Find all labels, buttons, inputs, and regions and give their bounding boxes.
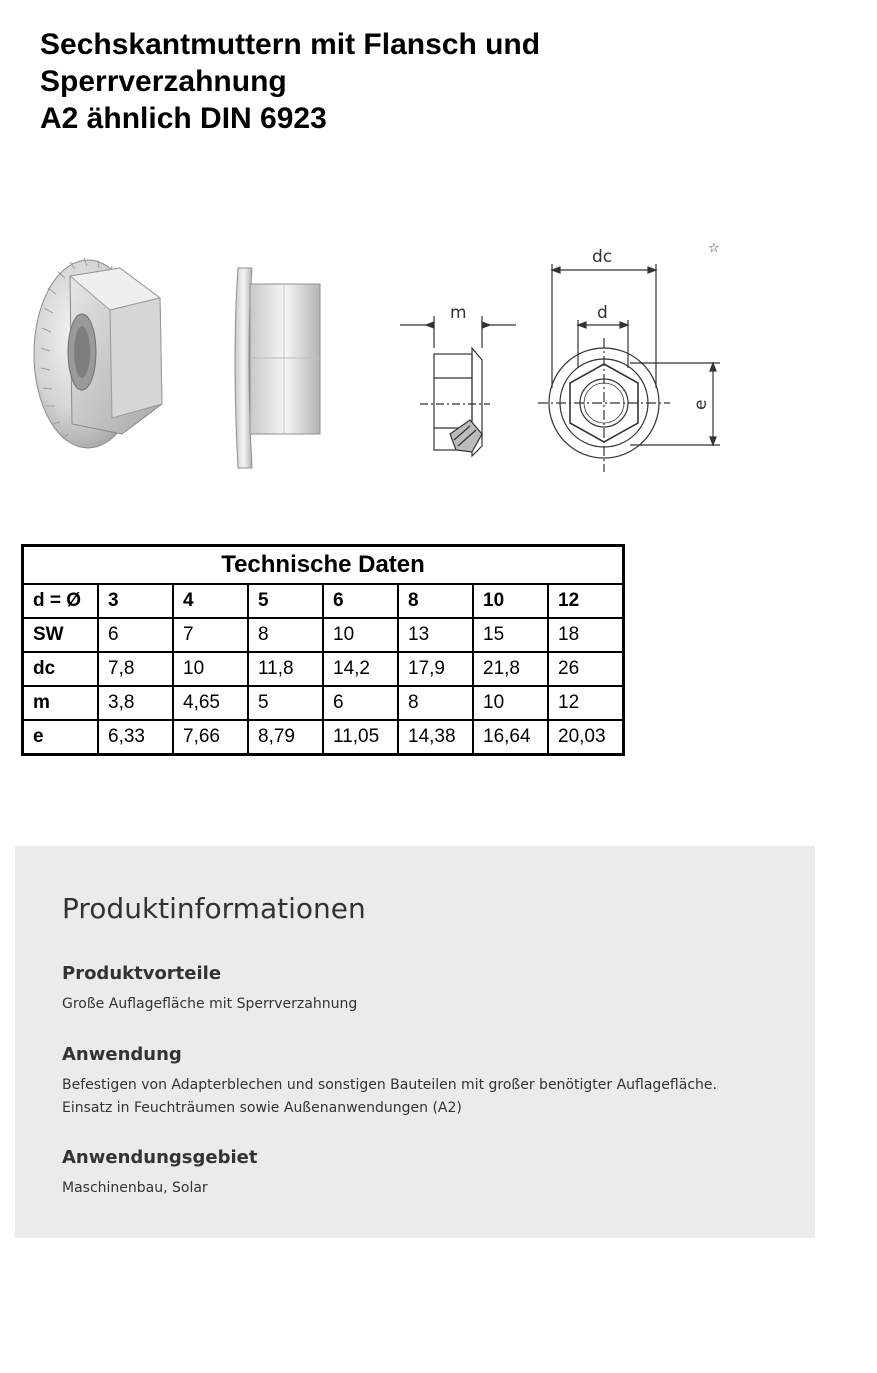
table-cell: 3,8 — [98, 686, 173, 720]
section-text-anwendung-line-1: Befestigen von Adapterblechen und sonstigen Bauteilen mit großer benötigter Auflagefläche. — [62, 1077, 717, 1093]
table-cell: 21,8 — [473, 652, 548, 686]
table-row — [23, 584, 624, 618]
table-cell: 12 — [548, 686, 624, 720]
table-cell: 10 — [323, 618, 398, 652]
table-cell: 8 — [398, 584, 473, 618]
table-cell: 10 — [473, 584, 548, 618]
row-label: SW — [23, 618, 99, 652]
table-cell: 18 — [548, 618, 624, 652]
row-label: d = Ø — [23, 584, 99, 618]
table-cell: 10 — [173, 652, 248, 686]
title-line-2: Sperrverzahnung — [40, 65, 287, 98]
title-line-1: Sechskantmuttern mit Flansch und — [40, 28, 541, 61]
star-icon: ☆ — [708, 241, 720, 256]
title-line-3: A2 ähnlich DIN 6923 — [40, 102, 327, 135]
table-cell: 10 — [473, 686, 548, 720]
nut-photo-side — [235, 268, 320, 468]
table-row — [23, 618, 624, 652]
table-cell: 13 — [398, 618, 473, 652]
section-text-produktvorteile: Große Auflagefläche mit Sperrverzahnung — [62, 996, 358, 1012]
section-title-anwendungsgebiet: Anwendungsgebiet — [62, 1147, 258, 1168]
table-cell: 14,2 — [323, 652, 398, 686]
table-cell: 7 — [173, 618, 248, 652]
product-info-panel — [15, 846, 815, 1238]
section-text-anwendungsgebiet: Maschinenbau, Solar — [62, 1180, 208, 1196]
row-label: e — [23, 720, 99, 755]
table-caption: Technische Daten — [23, 546, 624, 585]
table-row — [23, 652, 624, 686]
nut-photo-front — [34, 258, 162, 448]
table-cell: 4,65 — [173, 686, 248, 720]
table-cell: 12 — [548, 584, 624, 618]
table-cell: 8 — [398, 686, 473, 720]
table-cell: 7,66 — [173, 720, 248, 755]
table-cell: 3 — [98, 584, 173, 618]
table-cell: 16,64 — [473, 720, 548, 755]
table-cell: 5 — [248, 686, 323, 720]
section-title-produktvorteile: Produktvorteile — [62, 963, 222, 984]
row-label: m — [23, 686, 99, 720]
table-cell: 17,9 — [398, 652, 473, 686]
table-cell: 8,79 — [248, 720, 323, 755]
technical-drawing-side — [400, 316, 516, 456]
table-cell: 15 — [473, 618, 548, 652]
product-info-heading: Produktinformationen — [62, 892, 366, 925]
row-label: dc — [23, 652, 99, 686]
table-cell: 6 — [323, 584, 398, 618]
table-cell: 8 — [248, 618, 323, 652]
table-cell: 14,38 — [398, 720, 473, 755]
table-cell: 5 — [248, 584, 323, 618]
table-cell: 4 — [173, 584, 248, 618]
technical-drawing-top — [538, 264, 720, 472]
table-cell: 6 — [98, 618, 173, 652]
section-title-anwendung: Anwendung — [62, 1044, 182, 1065]
table-cell: 7,8 — [98, 652, 173, 686]
label-dc: dc — [592, 247, 613, 267]
label-m: m — [450, 303, 467, 323]
label-e: e — [691, 399, 711, 410]
table-row — [23, 720, 624, 755]
table-cell: 20,03 — [548, 720, 624, 755]
technical-data-table — [21, 544, 625, 756]
label-d: d — [597, 303, 608, 323]
table-cell: 26 — [548, 652, 624, 686]
table-cell: 6,33 — [98, 720, 173, 755]
table-cell: 6 — [323, 686, 398, 720]
product-figure — [0, 228, 877, 488]
table-cell: 11,05 — [323, 720, 398, 755]
section-text-anwendung-line-2: Einsatz in Feuchträumen sowie Außenanwendungen (A2) — [62, 1100, 462, 1116]
page-title — [40, 26, 740, 137]
table-cell: 11,8 — [248, 652, 323, 686]
table-row — [23, 686, 624, 720]
